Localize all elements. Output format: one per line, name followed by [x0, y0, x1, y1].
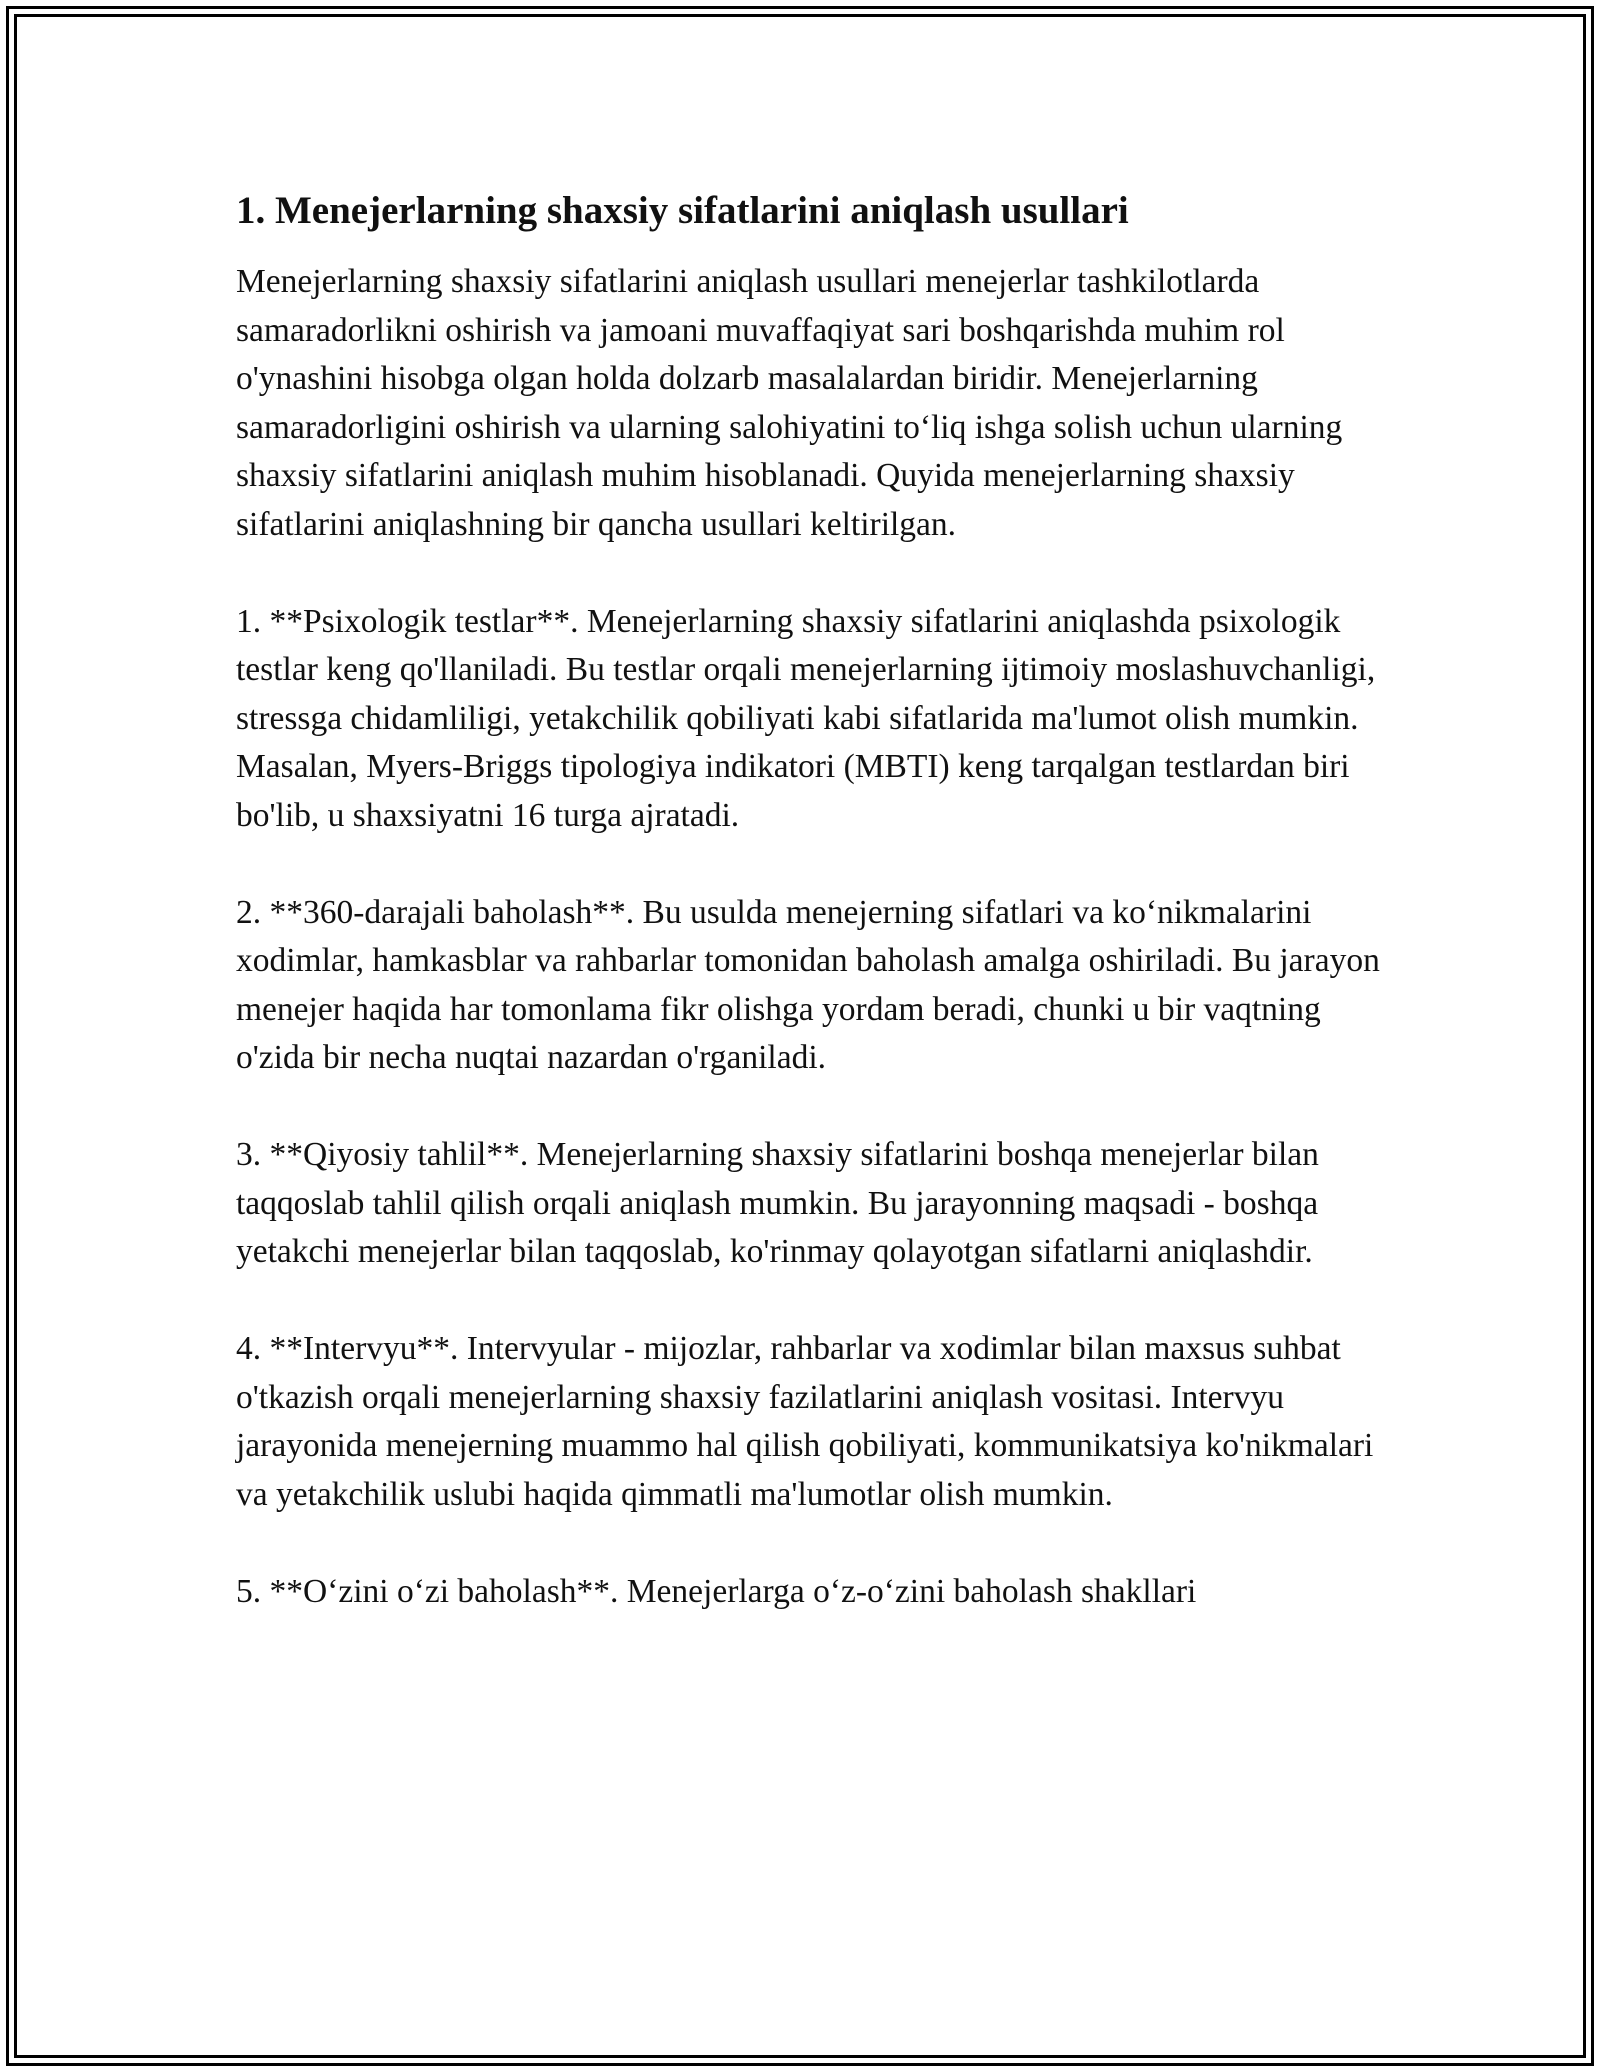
method-self-assessment: 5. **O‘zini o‘zi baholash**. Menejerlarga o‘z-o‘zini baholash shakllari [236, 1572, 1197, 1610]
intro-paragraph: Menejerlarning shaxsiy sifatlarini aniqlash usullari menejerlar tashkilotlarda samaradorlikni oshirish va jamoani muvaffaqiyat sari boshqarishda muhim rol o'ynashini hisobga olgan holda dolzarb masalalardan biridir. Menejerlarning samaradorligini oshirish va ularning salohiyatini to‘liq ishga solish uchun ularning shaxsiy sifatlarini aniqlash muhim hisoblanadi. Quyida menejerlarning shaxsiy sifatlarini aniqlashning bir qancha usullari keltirilgan. [236, 263, 1343, 543]
document-body [236, 186, 1386, 1616]
section-heading: 1. Menejerlarning shaxsiy sifatlarini aniqlash usullari [236, 189, 1129, 232]
method-comparative-analysis: 3. **Qiyosiy tahlil**. Menejerlarning shaxsiy sifatlarini boshqa menejerlar bilan taqqoslab tahlil qilish orqali aniqlash mumkin. Bu jarayonning maqsadi - boshqa yetakchi menejerlar bilan taqqoslab, ko'rinmay qolayotgan sifatlarni aniqlashdir. [236, 1136, 1319, 1270]
method-psychological-tests: 1. **Psixologik testlar**. Menejerlarning shaxsiy sifatlarini aniqlashda psixologik testlar keng qo'llaniladi. Bu testlar orqali menejerlarning ijtimoiy moslashuvchanligi, stressga chidamliligi, yetakchilik qobiliyati kabi sifatlarida ma'lumot olish mumkin. Masalan, Myers-Briggs tipologiya indikatori (MBTI) keng tarqalgan testlardan biri bo'lib, u shaxsiyatni 16 turga ajratadi. [236, 602, 1376, 834]
method-360-assessment: 2. **360-darajali baholash**. Bu usulda menejerning sifatlari va ko‘nikmalarini xodimlar, hamkasblar va rahbarlar tomonidan baholash amalga oshiriladi. Bu jarayon menejer haqida har tomonlama fikr olishga yordam beradi, chunki u bir vaqtning o'zida bir necha nuqtai nazardan o'rganiladi. [236, 893, 1380, 1076]
method-interview: 4. **Intervyu**. Intervyular - mijozlar, rahbarlar va xodimlar bilan maxsus suhbat o'tkazish orqali menejerlarning shaxsiy fazilatlarini aniqlash vositasi. Intervyu jarayonida menejerning muammo hal qilish qobiliyati, kommunikatsiya ko'nikmalari va yetakchilik uslubi haqida qimmatli ma'lumotlar olish mumkin. [236, 1330, 1374, 1513]
